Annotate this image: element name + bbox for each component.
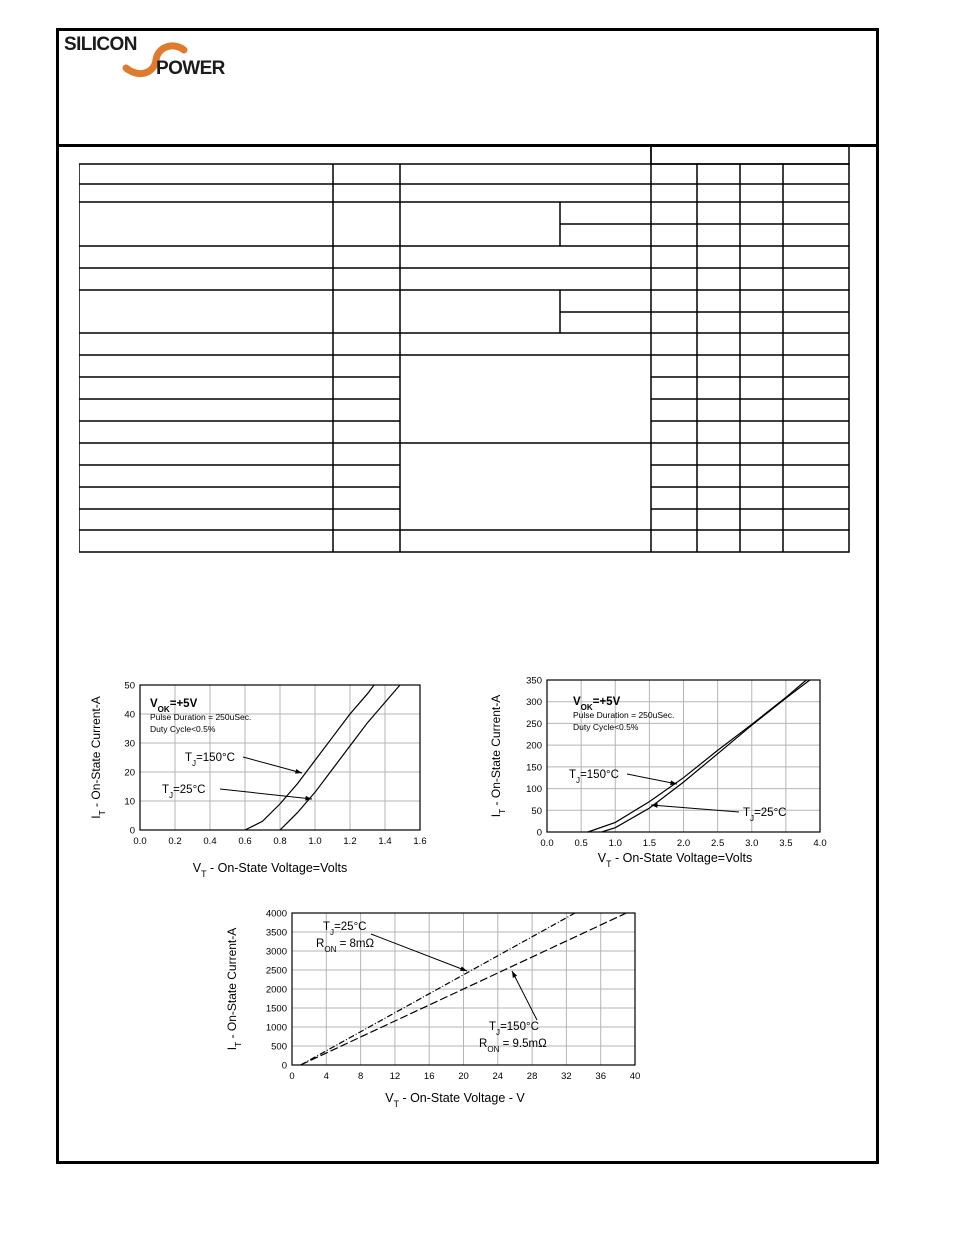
series-label: $T_J=25^\circ C$: [162, 784, 206, 800]
x-tick-label: 0.2: [168, 836, 182, 847]
x-tick-label: 3.5: [779, 838, 793, 849]
x-tick-label: 16: [423, 1071, 435, 1082]
y-tick-label: 1000: [265, 1022, 287, 1034]
x-tick-label: 1.0: [608, 838, 622, 849]
y-tick-label: 2000: [265, 984, 287, 996]
x-tick-label: 1.5: [642, 838, 656, 849]
y-tick-label: 150: [526, 762, 542, 774]
y-tick-label: 50: [531, 805, 542, 817]
y-tick-label: 0: [281, 1060, 287, 1072]
arrowhead: [295, 769, 302, 774]
x-tick-label: 36: [595, 1071, 606, 1082]
spec-table: [79, 146, 850, 553]
label-arrow: [512, 971, 537, 1020]
y-tick-label: 500: [271, 1041, 287, 1053]
label-arrow: [627, 774, 677, 784]
x-tick-label: 2.5: [711, 838, 725, 849]
x-tick-label: 3.0: [745, 838, 759, 849]
chart-it-vs-vt-mid: [485, 672, 845, 870]
silicon-power-logo: [64, 34, 234, 84]
x-tick-label: 1.0: [308, 836, 322, 847]
chart-it-vs-vt-low: [80, 675, 460, 880]
x-tick-label: 12: [389, 1071, 401, 1082]
y-axis-label: $I_T$ - On-State Current-A: [225, 927, 243, 1051]
series-label: $T_J=150^\circ C$: [489, 1021, 539, 1037]
y-tick-label: 0: [536, 827, 542, 839]
label-arrow: [371, 934, 467, 971]
x-tick-label: 4.0: [813, 838, 827, 849]
series-resistance-label: $R_{ON} = 9.5m\Omega$: [479, 1038, 547, 1054]
series-line-a: [245, 685, 374, 830]
series-label: $T_J=150^\circ C$: [569, 769, 619, 785]
y-tick-label: 0: [129, 825, 135, 837]
logo-line2: POWER: [156, 58, 225, 79]
y-tick-label: 50: [124, 680, 135, 692]
duty-annotation: Duty Cycle<0.5%: [573, 722, 639, 732]
x-axis-label: $V_T$ - On-State Voltage=Volts: [192, 861, 348, 879]
y-tick-label: 10: [124, 796, 135, 808]
x-tick-label: 20: [458, 1071, 469, 1082]
y-tick-label: 2500: [265, 965, 287, 977]
x-tick-label: 0.6: [238, 836, 252, 847]
label-arrow: [220, 789, 312, 799]
x-tick-label: 0.0: [540, 838, 554, 849]
x-tick-label: 28: [526, 1071, 538, 1082]
y-tick-label: 1500: [265, 1003, 287, 1015]
x-tick-label: 1.4: [378, 836, 392, 847]
x-tick-label: 0.8: [273, 836, 287, 847]
logo-line1: SILICON: [64, 34, 137, 55]
series-label: $T_J=25^\circ C$: [323, 921, 367, 937]
label-arrow: [651, 805, 739, 812]
y-tick-label: 40: [124, 709, 135, 721]
pulse-annotation: Pulse Duration = 250uSec.: [573, 710, 675, 720]
vok-annotation: $V_{OK}=+5V$: [573, 696, 621, 712]
y-tick-label: 3000: [265, 946, 287, 958]
x-axis-label: $V_T$ - On-State Voltage=Volts: [597, 851, 753, 869]
x-tick-label: 40: [629, 1071, 641, 1082]
chart-it-vs-vt-high: [215, 905, 655, 1110]
x-tick-label: 1.2: [343, 836, 357, 847]
x-tick-label: 32: [561, 1071, 572, 1082]
x-tick-label: 0: [289, 1071, 295, 1082]
x-tick-label: 24: [492, 1071, 504, 1082]
duty-annotation: Duty Cycle<0.5%: [150, 724, 216, 734]
y-tick-label: 3500: [265, 927, 287, 939]
y-tick-label: 250: [526, 718, 542, 730]
series-resistance-label: $R_{ON} = 8m\Omega$: [316, 938, 375, 954]
x-tick-label: 0.5: [574, 838, 588, 849]
x-tick-label: 1.6: [413, 836, 427, 847]
series-label: $T_J=150^\circ C$: [185, 752, 235, 768]
label-arrow: [243, 757, 302, 773]
y-tick-label: 100: [526, 784, 542, 796]
y-tick-label: 200: [526, 740, 542, 752]
x-tick-label: 4: [323, 1071, 329, 1082]
x-tick-label: 0.0: [133, 836, 147, 847]
series-line-b: [280, 685, 400, 830]
y-axis-label: $I_T$ - On-State Current-A: [489, 694, 507, 818]
pulse-annotation: Pulse Duration = 250uSec.: [150, 712, 252, 722]
y-tick-label: 30: [124, 738, 135, 750]
y-axis-label: $I_T$ - On-State Current-A: [89, 696, 107, 819]
arrowhead: [512, 971, 517, 978]
y-tick-label: 300: [526, 697, 542, 709]
series-label: $T_J=25^\circ C$: [743, 807, 787, 823]
y-tick-label: 4000: [265, 908, 287, 920]
x-axis-label: $V_T$ - On-State Voltage - V: [385, 1091, 525, 1109]
y-tick-label: 20: [124, 767, 135, 779]
x-tick-label: 8: [357, 1071, 364, 1082]
x-tick-label: 2.0: [676, 838, 691, 849]
vok-annotation: $V_{OK}=+5V$: [150, 698, 198, 714]
y-tick-label: 350: [526, 675, 542, 687]
x-tick-label: 0.4: [203, 836, 217, 847]
